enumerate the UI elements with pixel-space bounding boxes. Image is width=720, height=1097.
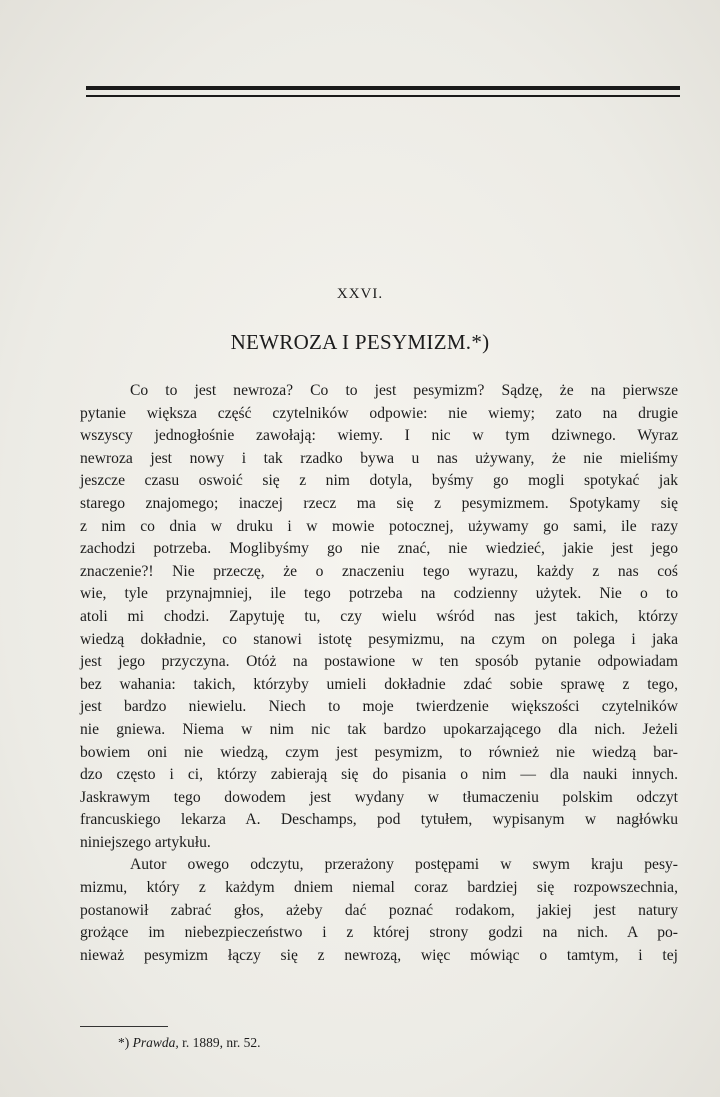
text-line: niniejszego artykułu. (80, 833, 211, 851)
body-text (80, 380, 678, 967)
header-rule-thick (86, 86, 680, 90)
text-line: zachodzi potrzeba. Moglibyśmy go nie znać, nie wiedzieć, jakie jest jego (80, 540, 678, 558)
text-line: Autor owego odczytu, przerażony postępami w swym kraju pesy- (130, 856, 678, 874)
footnote-detail: r. 1889, nr. 52. (182, 1035, 261, 1050)
text-line: mizmu, który z każdym dniem niemal coraz bardziej się rozpowszechnia, (80, 879, 678, 897)
chapter-title: NEWROZA I PESYMIZM.*) (230, 330, 490, 354)
text-line: dzo często i ci, którzy zabierają się do pisania o nim — dla nauki innych. (80, 766, 678, 784)
text-line: Co to jest newroza? Co to jest pesymizm? Sądzę, że na pierwsze (130, 382, 678, 399)
header-rule-thin (86, 95, 680, 97)
text-line: nieważ pesymizm łączy się z newrozą, więc mówiąc o tamtym, i tej (80, 946, 678, 964)
text-line: pytanie większa część czytelników odpowie: nie wiemy; zato na drugie (80, 404, 678, 422)
footnote-marker: *) (118, 1035, 130, 1050)
text-line: nie gniewa. Niema w nim nic tak bardzo upokarzającego dla nich. Jeżeli (80, 720, 678, 738)
text-line: bowiem oni nie wiedzą, czym jest pesymizm, to również nie wiedzą bar- (80, 743, 678, 761)
text-line: starego znajomego; inaczej rzecz ma się z pesymizmem. Spotykamy się (80, 494, 678, 512)
text-line: newroza jest nowy i tak rzadko bywa u nas używany, że nie mieliśmy (80, 449, 678, 467)
text-line: grożące im niebezpieczeństwo i z której strony godzi na nich. A po- (80, 924, 678, 942)
text-line: Jaskrawym tego dowodem jest wydany w tłumaczeniu polskim odczyt (80, 788, 678, 806)
text-line: wie, tyle przynajmniej, ile tego potrzeba na codzienny użytek. Nie o to (80, 585, 678, 603)
text-line: znaczenie?! Nie przeczę, że o znaczeniu tego wyrazu, każdy z nas coś (80, 562, 678, 580)
text-line: jest bardzo niewielu. Niech to moje twierdzenie większości czytelników (80, 698, 678, 716)
text-line: wiedzą dokładnie, co stanowi istotę pesymizmu, na czym on polega i jaka (80, 630, 678, 648)
text-line: jeszcze czasu oswoić się z nim dotyla, byśmy go mogli spotykać jak (80, 472, 678, 490)
text-line: francuskiego lekarza A. Deschamps, pod tytułem, wypisanym w nagłówku (80, 811, 678, 829)
footnote-rule (80, 1026, 168, 1027)
text-line: bez wahania: takich, którzyby umieli dokładnie zdać sobie sprawę z tego, (80, 675, 678, 693)
text-line: postanowił zabrać głos, ażeby dać poznać rodakom, jakiej jest natury (80, 901, 678, 919)
chapter-number: XXVI. (336, 286, 384, 302)
text-line: atoli mi chodzi. Zapytuję tu, czy wielu wśród nas jest takich, którzy (80, 607, 678, 625)
text-line: z nim co dnia w druku i w mowie potocznej, używamy go sami, ile razy (80, 517, 678, 535)
footnote-source: Prawda, (132, 1035, 179, 1050)
text-line: wszyscy jednogłośnie zawołają: wiemy. I nic w tym dziwnego. Wyraz (80, 427, 678, 445)
text-line: jest jego przyczyna. Otóż na postawione w ten sposób pytanie odpowiadam (80, 653, 678, 671)
footnote (118, 1035, 261, 1051)
